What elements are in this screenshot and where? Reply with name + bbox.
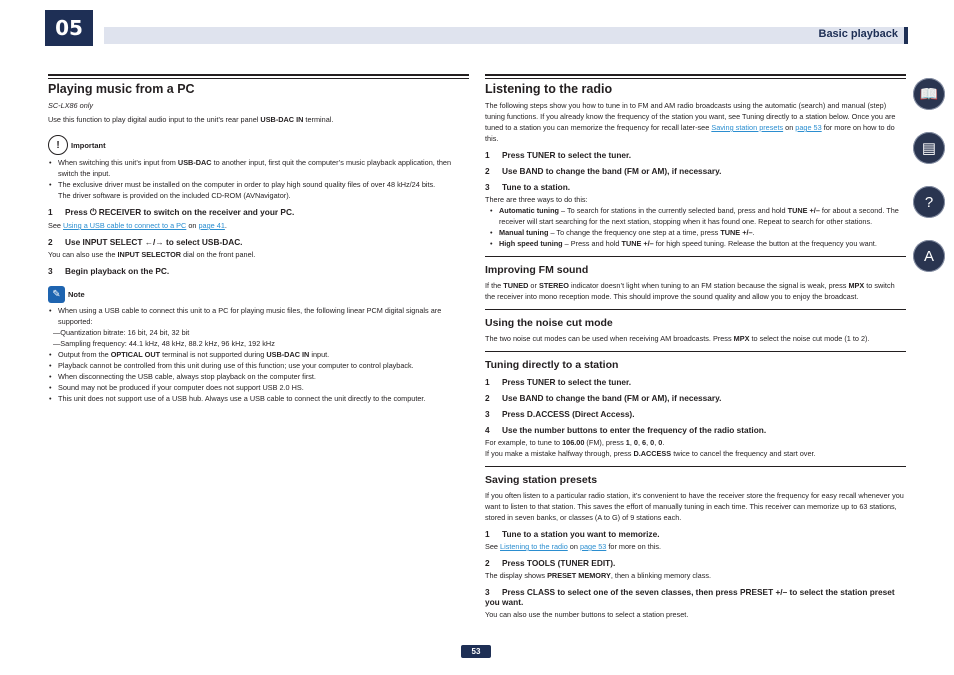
direct-section	[485, 351, 906, 459]
important-icon: !	[48, 135, 68, 155]
faq-icon[interactable]: ?	[913, 186, 945, 218]
step-2: 2 Use BAND to change the band (FM or AM), if necessary.	[485, 166, 722, 176]
section-heading: Listening to the radio	[485, 82, 613, 96]
step-3: 3 Press D.ACCESS (Direct Access).	[485, 409, 635, 419]
intro-text: Use this function to play digital audio input to the unit’s rear panel USB-DAC IN terminal.	[48, 115, 334, 124]
step-2-note: You can also use the INPUT SELECTOR dial on the front panel.	[48, 250, 256, 259]
step-1: 1 Press TUNER to select the tuner.	[485, 150, 632, 160]
subsection-heading: Saving station presets	[485, 474, 598, 486]
step-1: 1 Tune to a station you want to memorize.	[485, 529, 660, 539]
important-badge	[48, 135, 469, 155]
list-item: • When using a USB cable to connect this unit to a PC for playing music files, the following linear PCM digital signals are supported:	[48, 305, 469, 327]
list-item: • Manual tuning – To change the frequency one step at a time, press TUNE +/–.	[489, 227, 906, 238]
header-title: Basic playback	[818, 28, 898, 40]
step-2: 2 Press TOOLS (TUNER EDIT).	[485, 558, 616, 568]
subsection-heading: Improving FM sound	[485, 264, 589, 276]
page-53-link[interactable]: page 53	[579, 542, 607, 551]
left-column	[48, 74, 469, 404]
step-3-note: You can also use the number buttons to select a station preset.	[485, 610, 689, 619]
right-column	[485, 74, 906, 620]
page-number: 53	[461, 645, 491, 658]
step-3: 3 Tune to a station.	[485, 182, 571, 192]
presets-intro: If you often listen to a particular radio station, it’s convenient to have the receiver store the frequency for easy recall whenever you want to listen to that station. This saves the effort of manually tuning in each time. This receiver can memorize up to 63 stations, stored in seven banks, or classes (A to G) of 9 stations each.	[485, 491, 904, 522]
subsection-heading: Using the noise cut mode	[485, 317, 613, 329]
header-bar	[104, 27, 908, 44]
section-heading: Playing music from a PC	[48, 82, 195, 96]
tuning-list	[485, 205, 906, 249]
three-ways-text: There are three ways to do this:	[485, 195, 588, 204]
top-rule	[48, 74, 469, 79]
note-list-2	[48, 349, 469, 404]
chapter-tab: 05	[45, 10, 93, 46]
list-item: —Quantization bitrate: 16 bit, 24 bit, 32 bit	[53, 328, 190, 337]
listening-radio-link[interactable]: Listening to the radio	[500, 542, 568, 551]
step-4: 4 Use the number buttons to enter the frequency of the radio station.	[485, 425, 767, 435]
important-list	[48, 157, 469, 201]
step-1-note: See Using a USB cable to connect to a PC on page 41.	[48, 221, 227, 230]
list-item: • High speed tuning – Press and hold TUNE +/– for high speed tuning. Release the button at the frequency you want.	[489, 238, 906, 249]
model-note: SC-LX86 only	[48, 101, 94, 110]
list-item: • The exclusive driver must be installed on the computer in order to play high sound quality files of over 48 kHz/24 bits. The driver software is provided on the included CD-ROM (AVNavigator).	[48, 179, 469, 201]
page-53-link[interactable]: page 53	[795, 123, 822, 132]
step-3: 3 Begin playback on the PC.	[48, 266, 170, 276]
glossary-icon[interactable]: A	[913, 240, 945, 272]
step-2-note: The display shows PRESET MEMORY, then a blinking memory class.	[485, 571, 712, 580]
note-label: Note	[68, 290, 85, 299]
list-item: • When switching this unit’s input from USB-DAC to another input, first quit the computer’s music playback application, then switch the input.	[48, 157, 469, 179]
remote-icon[interactable]: ▤	[913, 132, 945, 164]
book-icon[interactable]: 📖	[913, 78, 945, 110]
list-item: • Sound may not be produced if your computer does not support USB 2.0 HS.	[48, 382, 469, 393]
step-2: 2 Use BAND to change the band (FM or AM), if necessary.	[485, 393, 722, 403]
note-badge	[48, 286, 469, 303]
mistake-text: If you make a mistake halfway through, press D.ACCESS twice to cancel the frequency and start over.	[485, 449, 816, 458]
important-label: Important	[71, 140, 106, 150]
noise-text: The two noise cut modes can be used when receiving AM broadcasts. Press MPX to select the noise cut mode (1 to 2).	[485, 334, 870, 343]
pencil-icon: ✎	[48, 286, 65, 303]
list-item: • When disconnecting the USB cable, always stop playback on the computer first.	[48, 371, 469, 382]
step-1: 1 Press TUNER to select the tuner.	[485, 377, 632, 387]
fm-section	[485, 256, 906, 302]
list-item: • Automatic tuning – To search for stations in the currently selected band, press and hold TUNE +/– for about a second. The receiver will start searching for the next station, stopping when it has found one. Repeat to search for other stations.	[489, 205, 906, 227]
intro-text: The following steps show you how to tune in to FM and AM radio broadcasts using the automatic (search) and manual (step) tuning functions. If you already know the frequency of the station you want, see Tuning directly to a station below. Once you are tuned to a station you can memorize the frequency for recall later-see Saving station presets on page 53 for more on how to do this.	[485, 101, 896, 143]
noise-section	[485, 309, 906, 344]
page-41-link[interactable]: page 41	[198, 221, 225, 230]
example-text: For example, to tune to 106.00 (FM), press 1, 0, 6, 0, 0.	[485, 438, 665, 447]
note-list	[48, 305, 469, 327]
list-item: • Output from the OPTICAL OUT terminal is not supported during USB-DAC IN input.	[48, 349, 469, 360]
step-1-note: See Listening to the radio on page 53 for more on this.	[485, 542, 662, 551]
fm-text: If the TUNED or STEREO indicator doesn’t light when tuning to an FM station because the signal is weak, press MPX to switch the receiver into mono reception mode. This should improve the sound quality and allow you to enjoy the broadcast.	[485, 281, 895, 301]
step-2: 2 Use INPUT SELECT ←/→ to select USB-DAC.	[48, 237, 243, 247]
saving-presets-link[interactable]: Saving station presets	[711, 123, 784, 132]
subsection-heading: Tuning directly to a station	[485, 359, 619, 371]
note-sublist	[48, 327, 469, 349]
list-item: • This unit does not support use of a USB hub. Always use a USB cable to connect the unit directly to the computer.	[48, 393, 469, 404]
presets-section	[485, 466, 906, 620]
list-item: —Sampling frequency: 44.1 kHz, 48 kHz, 88.2 kHz, 96 kHz, 192 kHz	[53, 339, 275, 348]
usb-connect-link[interactable]: Using a USB cable to connect to a PC	[63, 221, 187, 230]
list-item: • Playback cannot be controlled from this unit during use of this function; use your computer to control playback.	[48, 360, 469, 371]
step-1: 1 Press ⏻ RECEIVER to switch on the receiver and your PC.	[48, 207, 295, 217]
top-rule	[485, 74, 906, 79]
step-3: 3 Press CLASS to select one of the seven classes, then press PRESET +/– to select the station preset you want.	[485, 587, 895, 607]
